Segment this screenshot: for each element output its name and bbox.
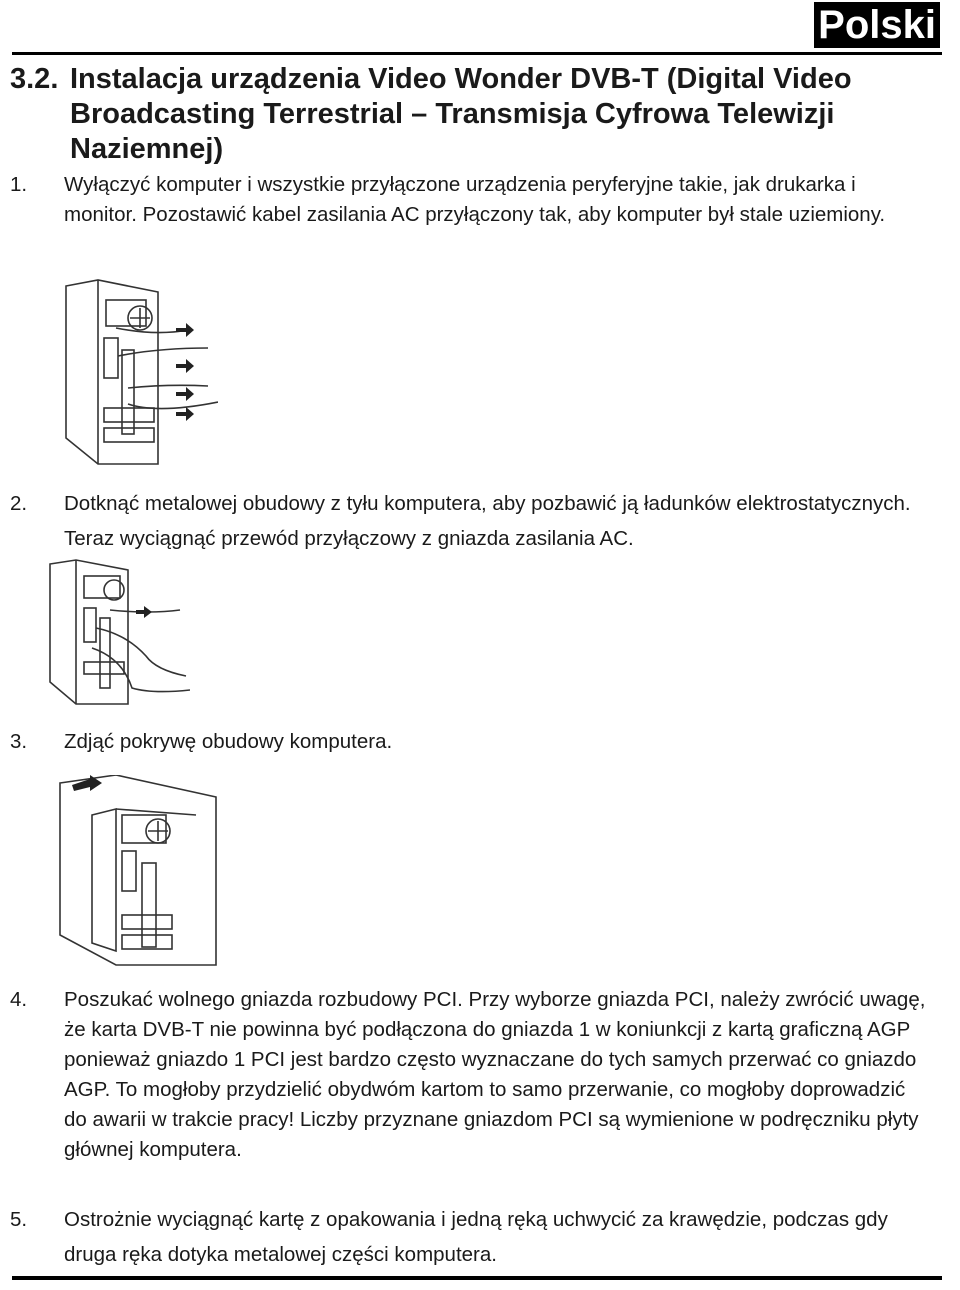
section-title: Instalacja urządzenia Video Wonder DVB-T (Digital Video Broadcasting Terrestrial – Transmisja Cyfrowa Telewizji Naziemnej) [70, 63, 852, 165]
step-5 [10, 1202, 930, 1272]
header-rule [12, 52, 942, 55]
pc-touch-case-illustration [40, 558, 190, 708]
step-number: 2. [10, 492, 28, 515]
step-3 [10, 727, 930, 757]
language-tab: Polski [814, 2, 940, 48]
step-number: 5. [10, 1208, 28, 1231]
footer-rule [12, 1276, 942, 1280]
step-text: Poszukać wolnego gniazda rozbudowy PCI. Przy wyborze gniazda PCI, należy zwrócić uwagę, że karta DVB-T nie powinna być podłączona do gniazda 1 w koniunkcji z kartą graficzną AGP ponieważ gniazdo 1 PCI jest bardzo często wyznaczane do tych samych przerwać co gniazdo AGP. To mogłoby przydzielić obydwóm kartom to samo przerwanie, co mogłoby doprowadzić do awarii w trakcie pracy! Liczby przyznane gniazdom PCI są wymienione w podręczniku płyty głównej komputera. [64, 988, 926, 1161]
section-number: 3.2. [10, 63, 59, 95]
step-2 [10, 486, 930, 556]
step-text: Dotknąć metalowej obudowy z tyłu komputera, aby pozbawić ją ładunków elektrostatycznych. Teraz wyciągnąć przewód przyłączowy z gniazda zasilania AC. [64, 492, 911, 550]
step-number: 3. [10, 730, 28, 753]
step-number: 4. [10, 988, 28, 1011]
step-text: Wyłączyć komputer i wszystkie przyłączone urządzenia peryferyjne takie, jak drukarka i monitor. Pozostawić kabel zasilania AC przyłączony tak, aby komputer był stale uziemiony. [64, 173, 886, 226]
step-1 [10, 170, 930, 230]
step-text: Ostrożnie wyciągnąć kartę z opakowania i jedną ręką uchwycić za krawędzie, podczas gdy druga ręka dotyka metalowej części komputera. [64, 1208, 888, 1266]
pc-remove-cover-illustration [56, 775, 220, 971]
pc-unplug-cables-illustration [58, 278, 218, 468]
section-heading [10, 62, 910, 167]
step-4 [10, 985, 930, 1165]
step-text: Zdjąć pokrywę obudowy komputera. [64, 730, 393, 753]
step-number: 1. [10, 173, 28, 196]
